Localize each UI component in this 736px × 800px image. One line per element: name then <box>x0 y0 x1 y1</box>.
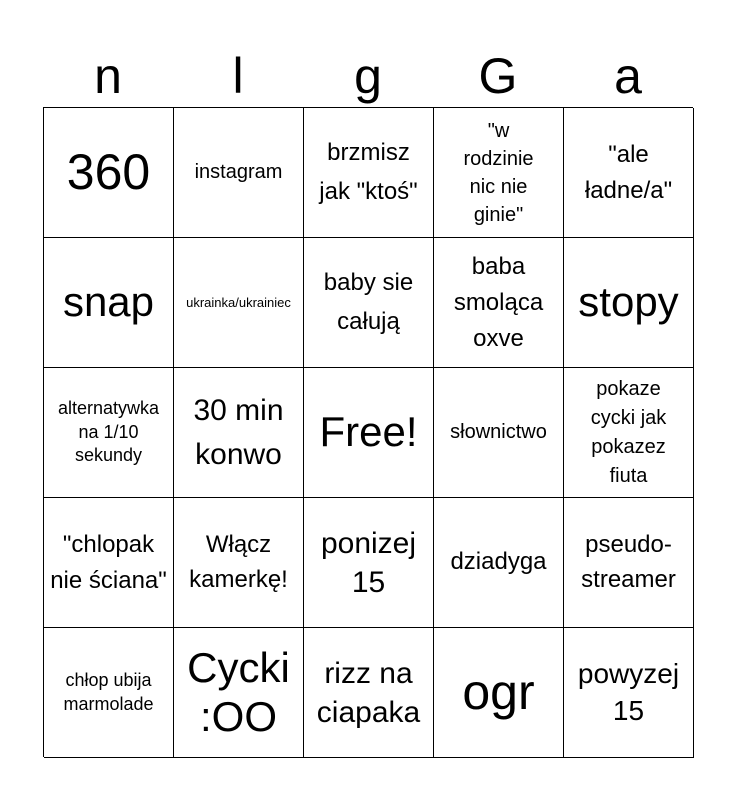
bingo-cell[interactable] <box>434 498 564 628</box>
cell-text: snap <box>62 278 155 326</box>
cell-text: Cycki :OO <box>187 644 290 740</box>
cell-text: chłop ubija marmolade <box>63 670 154 714</box>
bingo-cell[interactable] <box>564 238 694 368</box>
bingo-cell[interactable] <box>434 238 564 368</box>
cell-text: "ale ładne/a" <box>584 140 673 204</box>
cell-text: brzmisz jak "ktoś" <box>319 139 418 205</box>
bingo-cell[interactable] <box>174 108 304 238</box>
cell-text: ukrainka/ukrainiec <box>186 294 291 310</box>
bingo-cell[interactable] <box>174 628 304 758</box>
header-letter-4: G <box>478 48 518 104</box>
cell-text: słownictwo <box>450 421 547 443</box>
cell-text: Free! <box>319 408 418 456</box>
cell-text: instagram <box>194 161 283 183</box>
bingo-cell[interactable] <box>44 368 174 498</box>
bingo-cell[interactable] <box>174 498 304 628</box>
bingo-cell[interactable] <box>434 368 564 498</box>
bingo-cell[interactable] <box>174 368 304 498</box>
bingo-cell[interactable] <box>434 108 564 238</box>
bingo-cell[interactable] <box>304 628 434 758</box>
bingo-cell[interactable] <box>44 108 174 238</box>
cell-text: pokaze cycki jak pokazez fiuta <box>590 377 667 487</box>
cell-text: alternatywka na 1/10 sekundy <box>57 398 160 466</box>
bingo-cell[interactable] <box>564 498 694 628</box>
cell-text: baby sie całują <box>323 269 414 335</box>
cell-text: ogr <box>462 664 535 721</box>
bingo-cell[interactable] <box>44 498 174 628</box>
bingo-cell[interactable] <box>434 628 564 758</box>
header-letter-5: a <box>614 48 642 104</box>
cell-text: stopy <box>578 278 679 326</box>
cell-text: Włącz kamerkę! <box>189 530 288 593</box>
bingo-cell[interactable] <box>304 238 434 368</box>
bingo-cell[interactable] <box>564 368 694 498</box>
header-letter-1: n <box>94 48 122 104</box>
cell-text: "w rodzinie nic nie ginie" <box>463 119 534 226</box>
bingo-cell[interactable] <box>564 108 694 238</box>
bingo-cell[interactable] <box>44 238 174 368</box>
bingo-board <box>43 107 693 757</box>
bingo-cell[interactable] <box>304 108 434 238</box>
cell-text: 30 min konwo <box>193 394 284 471</box>
header-letter-3: g <box>354 48 382 104</box>
cell-text: ponizej 15 <box>320 526 417 599</box>
cell-text: "chlopak nie ściana" <box>50 530 167 594</box>
cell-text: dziadyga <box>450 548 547 576</box>
cell-text: rizz na ciapaka <box>316 656 421 729</box>
cell-text: powyzej 15 <box>577 658 680 726</box>
cell-text: pseudo-streamer <box>581 530 676 593</box>
bingo-cell[interactable] <box>304 498 434 628</box>
header-letter-2: l <box>232 48 244 104</box>
cell-text: 360 <box>66 144 151 201</box>
bingo-header <box>43 44 693 108</box>
bingo-cell[interactable] <box>174 238 304 368</box>
bingo-cell[interactable] <box>564 628 694 758</box>
cell-text: baba smoląca oxve <box>453 252 544 352</box>
bingo-cell[interactable] <box>304 368 434 498</box>
bingo-cell[interactable] <box>44 628 174 758</box>
